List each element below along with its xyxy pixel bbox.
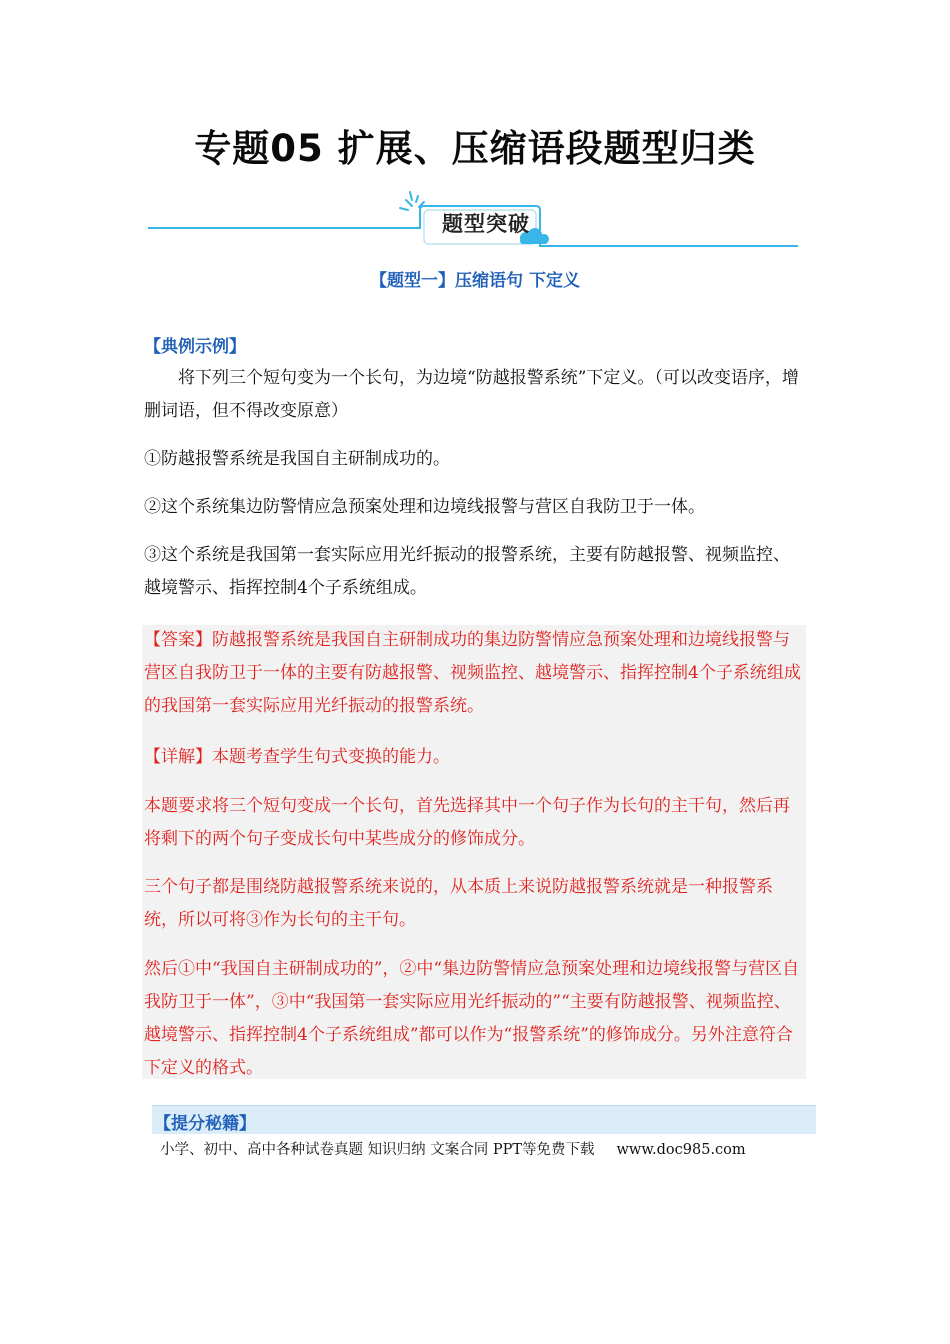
explanation-title: 【详解】本题考查学生句式变换的能力。: [144, 747, 450, 767]
answer-text: 【答案】防越报警系统是我国自主研制成功的集边防警情应急预案处理和边境线报警与营区自我防卫于一体的主要有防越报警、视频监控、越境警示、指挥控制4个子系统组成的我国第一套实际应用光纤振动的报警系统。: [144, 630, 801, 716]
question-text: 将下列三个短句变为一个长句，为边境“防越报警系统”下定义。（可以改变语序，增删词语，但不得改变原意）: [144, 368, 799, 421]
footer-text: 小学、初中、高中各种试卷真题 知识归纳 文案合同 PPT等免费下载: [160, 1142, 595, 1158]
sentence-1: ①防越报警系统是我国自主研制成功的。: [144, 449, 450, 469]
tips-bar: [152, 1105, 816, 1134]
sentence-2: ②这个系统集边防警情应急预案处理和边境线报警与营区自我防卫于一体。: [144, 497, 705, 517]
page-footer: [160, 1138, 800, 1159]
document-title: 专题05 扩展、压缩语段题型归类: [194, 127, 756, 170]
section-heading: 【题型一】压缩语句 下定义: [370, 271, 580, 291]
explanation-paragraph-2: 三个句子都是围绕防越报警系统来说的，从本质上来说防越报警系统就是一种报警系统，所以可将③作为长句的主干句。: [144, 877, 773, 930]
example-label: 【典例示例】: [144, 337, 246, 357]
section-banner: [148, 188, 798, 252]
footer-url[interactable]: www.doc985.com: [616, 1142, 746, 1158]
explanation-paragraph-3: 然后①中“我国自主研制成功的”，②中“集边防警情应急预案处理和边境线报警与营区自我防卫于一体”，③中“我国第一套实际应用光纤振动的”“主要有防越报警、视频监控、越境警示、指挥控制4个子系统组成”都可以作为“报警系统”的修饰成分。另外注意符合下定义的格式。: [144, 959, 800, 1078]
sentence-3: ③这个系统是我国第一套实际应用光纤振动的报警系统，主要有防越报警、视频监控、越境警示、指挥控制4个子系统组成。: [144, 545, 790, 598]
explanation-paragraph-1: 本题要求将三个短句变成一个长句，首先选择其中一个句子作为长句的主干句，然后再将剩下的两个句子变成长句中某些成分的修饰成分。: [144, 796, 790, 849]
banner-label: 题型突破: [442, 212, 530, 236]
tips-label: 【提分秘籍】: [154, 1114, 256, 1134]
